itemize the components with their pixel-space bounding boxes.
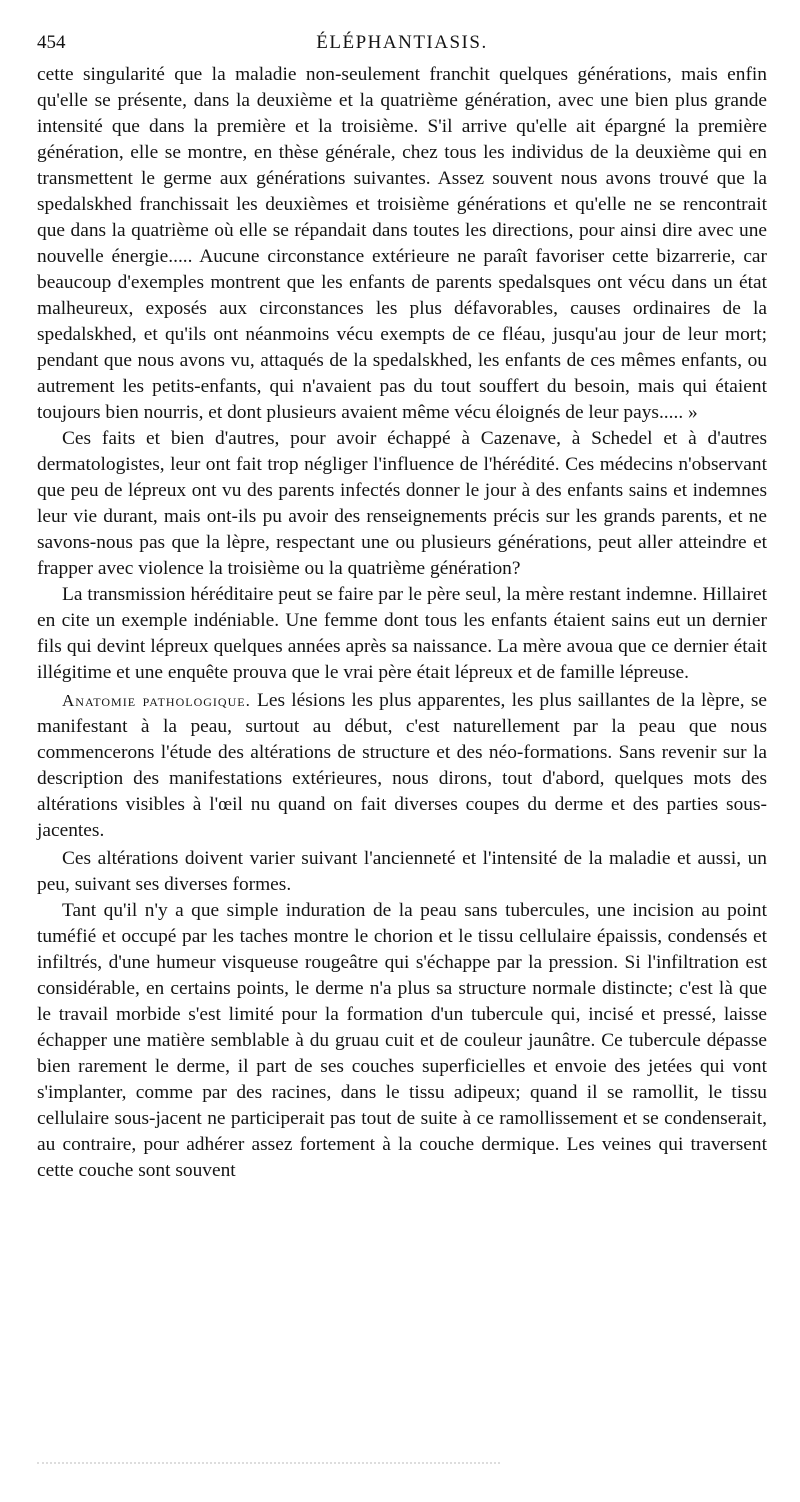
page-number: 454 — [37, 32, 66, 53]
section-heading-text: Les lésions les plus apparentes, les plus saillantes de la lèpre, se manifestant à la peau, surtout au début, c'est naturellement par la peau que nous commencerons l'étude des altérations de structure et des néo-formations. Sans revenir sur la description des manifestations extérieures, nous dirons, tout d'abord, quelques mots des altérations visibles à l'œil nu quand on fait diverses coupes du derme et des parties sous-jacentes. — [37, 690, 767, 841]
paragraph-continued: cette singularité que la maladie non-seulement franchit quelques générations, mais enfin qu'elle se présente, dans la deuxième et la quatrième génération, avec une bien plus grande intensité que dans la première et la troisième. S'il arrive qu'elle ait épargné la première génération, elle se montre, en thèse générale, chez tous les individus de la deuxième qui en transmettent le germe aux générations suivantes. Assez souvent nous avons trouvé que la spedalskhed franchissait les deuxièmes et troisième générations et qu'elle ne se rencontrait que dans la quatrième où elle se répandait dans toutes les directions, pour ainsi dire avec une nouvelle énergie..... Aucune circonstance extérieure ne paraît favoriser cette bizarrerie, car beaucoup d'exemples montrent que les enfants de parents spedalsques ont vécu dans un état malheureux, exposés aux circonstances les plus défavorables, causes ordinaires de la spedalskhed, et qu'ils ont néanmoins vécu exempts de ce fléau, jusqu'au jour de leur mort; pendant que nous avons vu, attaqués de la spedalskhed, les enfants de ces mêmes enfants, ou autrement les petits-enfants, qui n'avaient pas du tout souffert du besoin, mais qui étaient toujours bien nourris, et dont plusieurs avaient même vécu éloignés de leur pays..... » — [37, 64, 767, 423]
footer-print-marks — [37, 1462, 500, 1468]
paragraph-pathological-anatomy — [37, 688, 767, 844]
body-text — [37, 62, 767, 1184]
section-heading: Anatomie pathologique. — [62, 691, 251, 710]
running-head — [37, 30, 767, 56]
paragraph-alterations: Ces altérations doivent varier suivant l'ancienneté et l'intensité de la maladie et aussi, un peu, suivant ses diverses formes. — [37, 848, 767, 895]
paragraph-paternal-transmission: La transmission héréditaire peut se faire par le père seul, la mère restant indemne. Hillairet en cite un exemple indéniable. Une femme dont tous les enfants étaient sains eut un dernier fils qui devint lépreux quelques années après sa naissance. La mère avoua que ce dernier était illégitime et une enquête prouva que le vrai père était lépreux et de famille lépreuse. — [37, 584, 767, 683]
paragraph-heredity-neglect: Ces faits et bien d'autres, pour avoir échappé à Cazenave, à Schedel et à d'autres dermatologistes, leur ont fait trop négliger l'influence de l'hérédité. Ces médecins n'observant que peu de lépreux ont vu des parents infectés donner le jour à des enfants sains et indemnes leur vie durant, mais ont-ils pu avoir des renseignements précis sur les grands parents, et ne savons-nous pas que la lèpre, respectant une ou plusieurs générations, peut aller atteindre et frapper avec violence la troisième ou la quatrième génération? — [37, 428, 767, 579]
paragraph-induration: Tant qu'il n'y a que simple induration de la peau sans tubercules, une incision au point tuméfié et occupé par les taches montre le chorion et le tissu cellulaire épaissis, condensés et infiltrés, d'une humeur visqueuse rougeâtre qui s'échappe par la pression. Si l'infiltration est considérable, en certains points, le derme n'a plus sa structure normale distincte; c'est là que le travail morbide s'est limité pour la formation d'un tubercule qui, incisé et pressé, laisse échapper une matière semblable à du gruau cuit et de couleur jaunâtre. Ce tubercule dépasse bien rarement le derme, il part de ses couches superficielles et envoie des jetées qui vont s'implanter, comme par des racines, dans le tissu adipeux; quand il se ramollit, le tissu cellulaire sous-jacent ne participerait pas tout de suite à ce ramollissement et se condenserait, au contraire, pour adhérer assez fortement à la couche dermique. Les veines qui traversent cette couche sont souvent — [37, 900, 767, 1181]
running-title: ÉLÉPHANTIASIS. — [316, 32, 488, 53]
